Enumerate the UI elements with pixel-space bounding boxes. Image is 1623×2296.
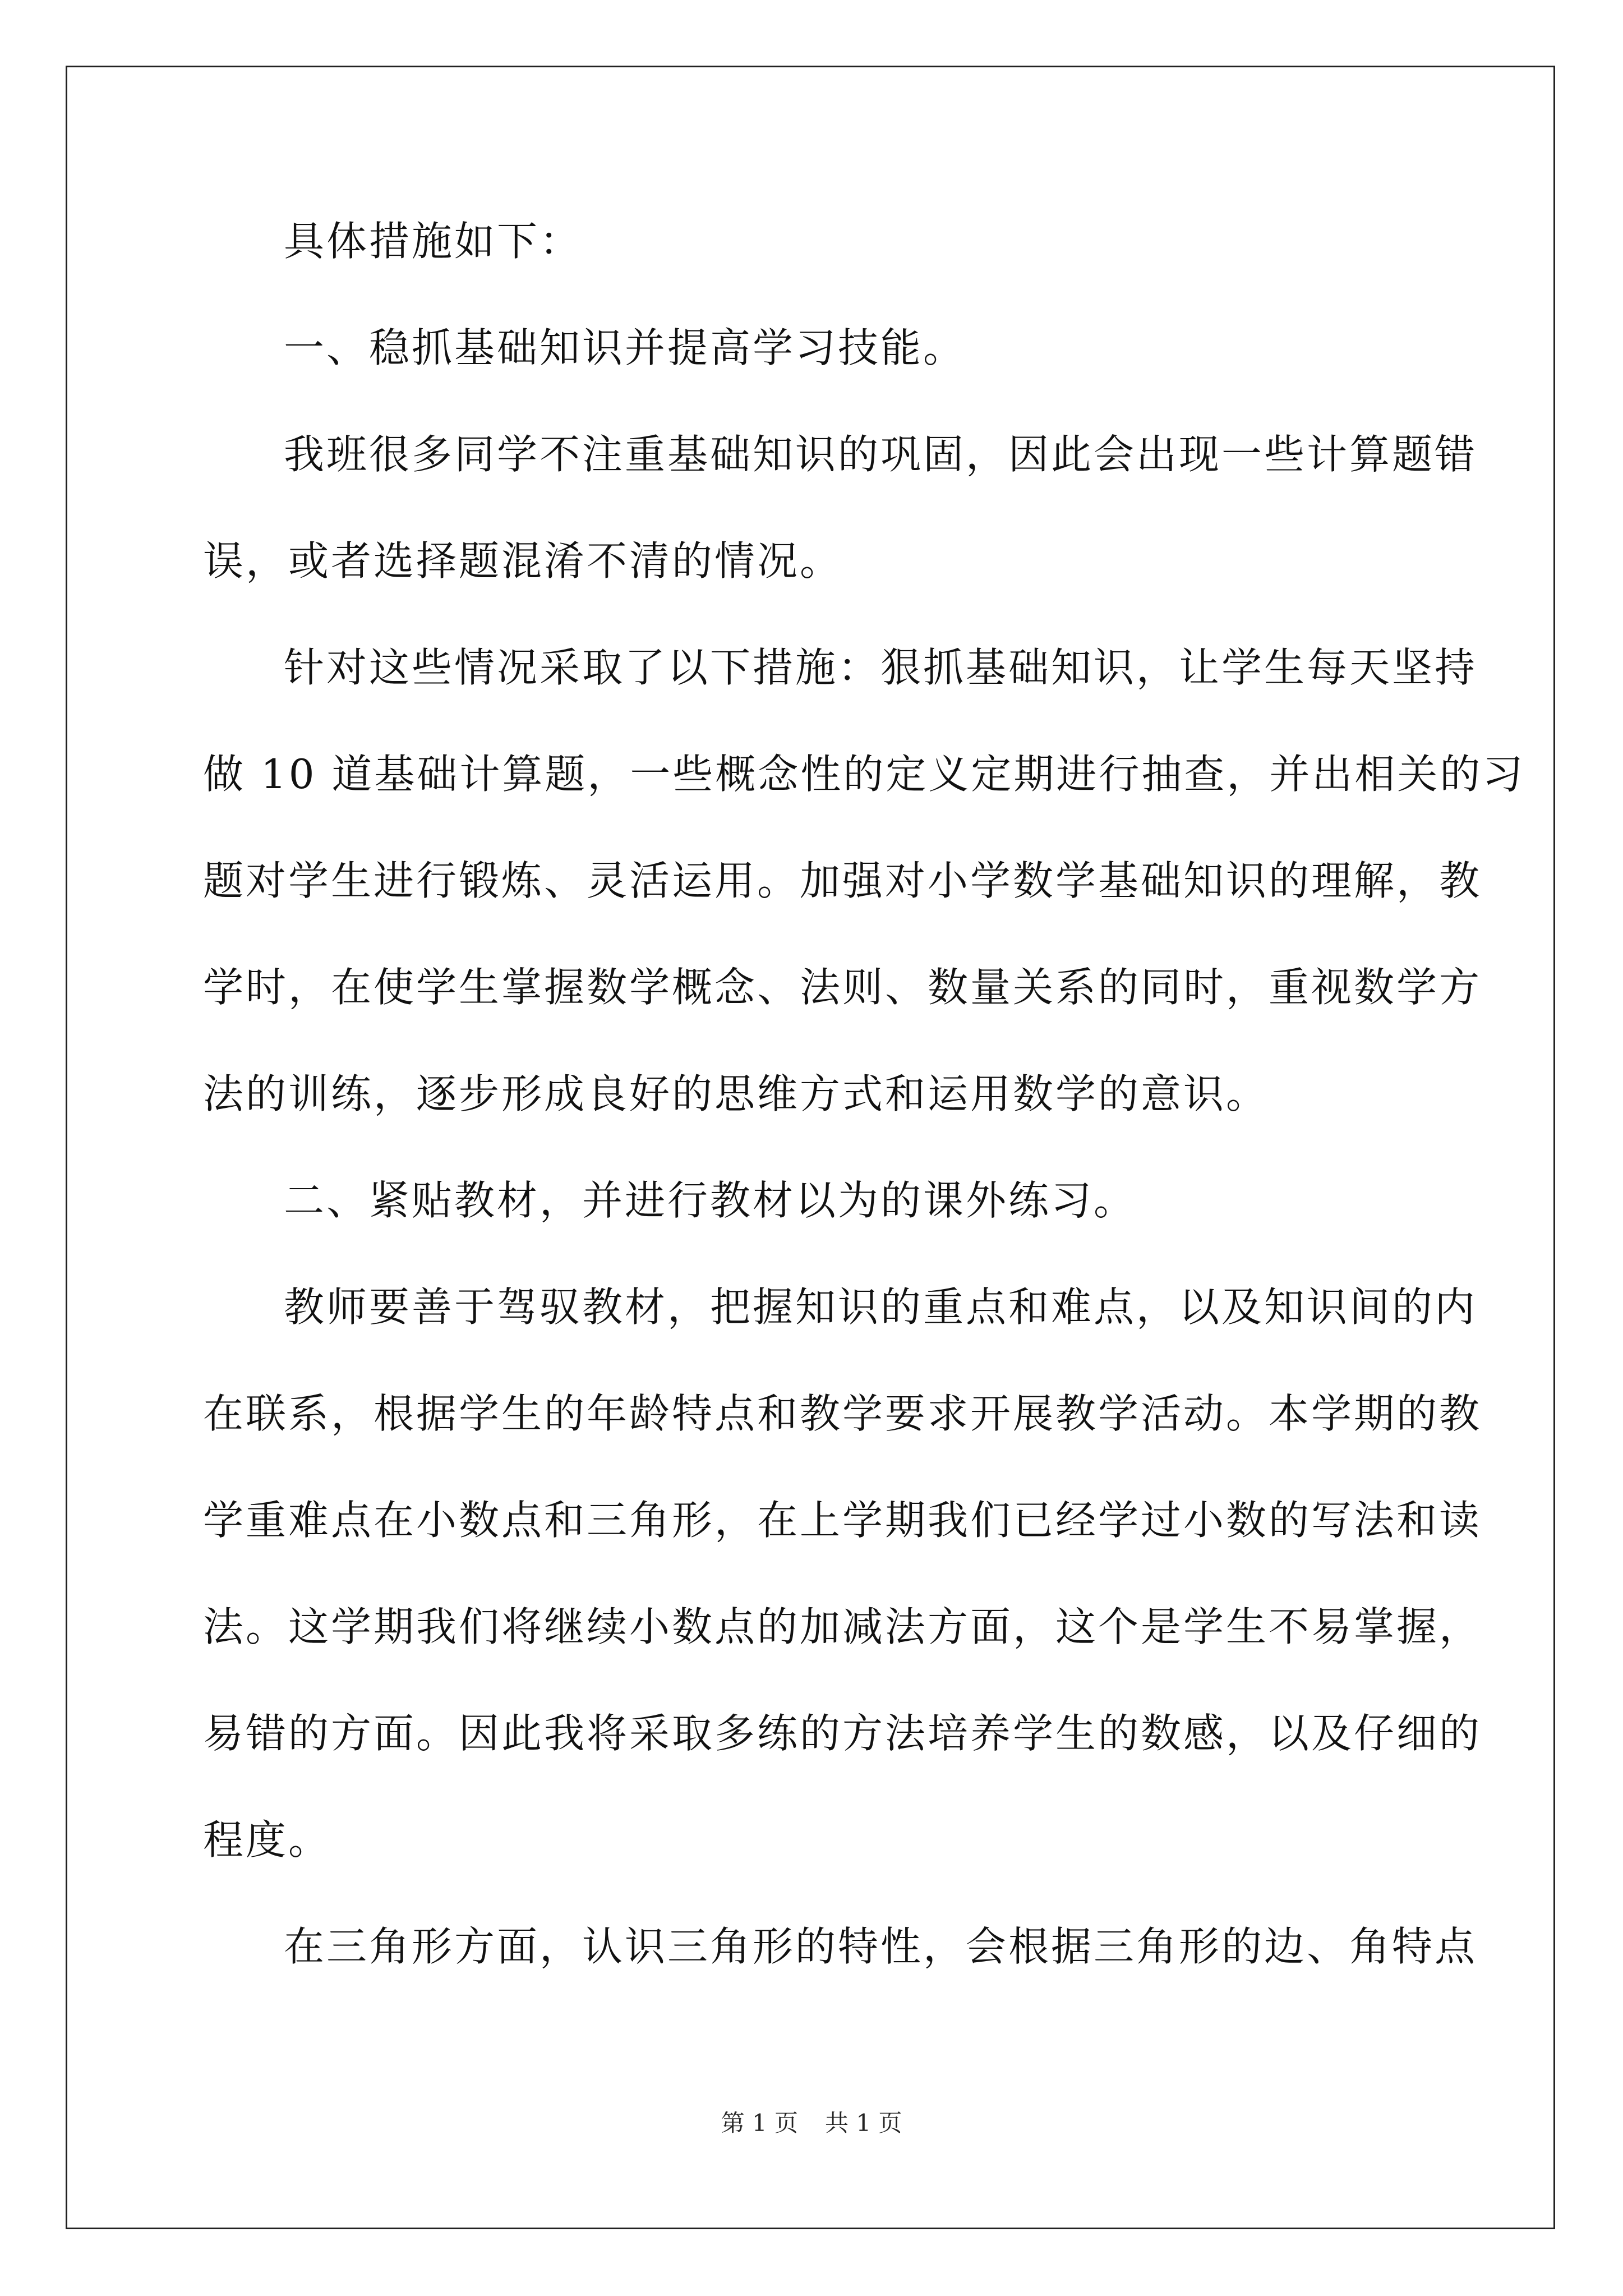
paragraph-line: 做 10 道基础计算题，一些概念性的定义定期进行抽查，并出相关的习 <box>203 751 1525 798</box>
page-total: 共 1 页 <box>825 2109 902 2137</box>
paragraph-intro: 具体措施如下： <box>284 218 583 265</box>
paragraph-line: 针对这些情况采取了以下措施：狠抓基础知识，让学生每天坚持 <box>284 644 1478 691</box>
paragraph-line: 程度。 <box>203 1816 331 1864</box>
paragraph-line: 易错的方面。因此我将采取多练的方法培养学生的数感，以及仔细的 <box>203 1710 1482 1757</box>
page-number: 第 1 页 <box>721 2109 798 2137</box>
paragraph-line: 教师要善于驾驭教材，把握知识的重点和难点，以及知识间的内 <box>284 1283 1478 1331</box>
page-border <box>66 66 1555 2229</box>
paragraph-line: 学重难点在小数点和三角形，在上学期我们已经学过小数的写法和读 <box>203 1497 1482 1544</box>
paragraph-line: 法的训练，逐步形成良好的思维方式和运用数学的意识。 <box>203 1070 1269 1117</box>
paragraph-line: 我班很多同学不注重基础知识的巩固，因此会出现一些计算题错 <box>284 431 1478 478</box>
paragraph-line: 题对学生进行锻炼、灵活运用。加强对小学数学基础知识的理解，教 <box>203 857 1482 904</box>
paragraph-line: 误，或者选择题混淆不清的情况。 <box>203 537 843 585</box>
paragraph-line: 在联系，根据学生的年龄特点和教学要求开展教学活动。本学期的教 <box>203 1390 1482 1437</box>
heading-section-1: 一、稳抓基础知识并提高学习技能。 <box>284 324 966 371</box>
paragraph-line: 在三角形方面，认识三角形的特性，会根据三角形的边、角特点 <box>284 1923 1478 1970</box>
paragraph-line: 学时，在使学生掌握数学概念、法则、数量关系的同时，重视数学方 <box>203 964 1482 1011</box>
paragraph-line: 法。这学期我们将继续小数点的加减法方面，这个是学生不易掌握， <box>203 1603 1482 1650</box>
heading-section-2: 二、紧贴教材，并进行教材以为的课外练习。 <box>284 1177 1137 1224</box>
page-footer <box>0 2106 1623 2140</box>
